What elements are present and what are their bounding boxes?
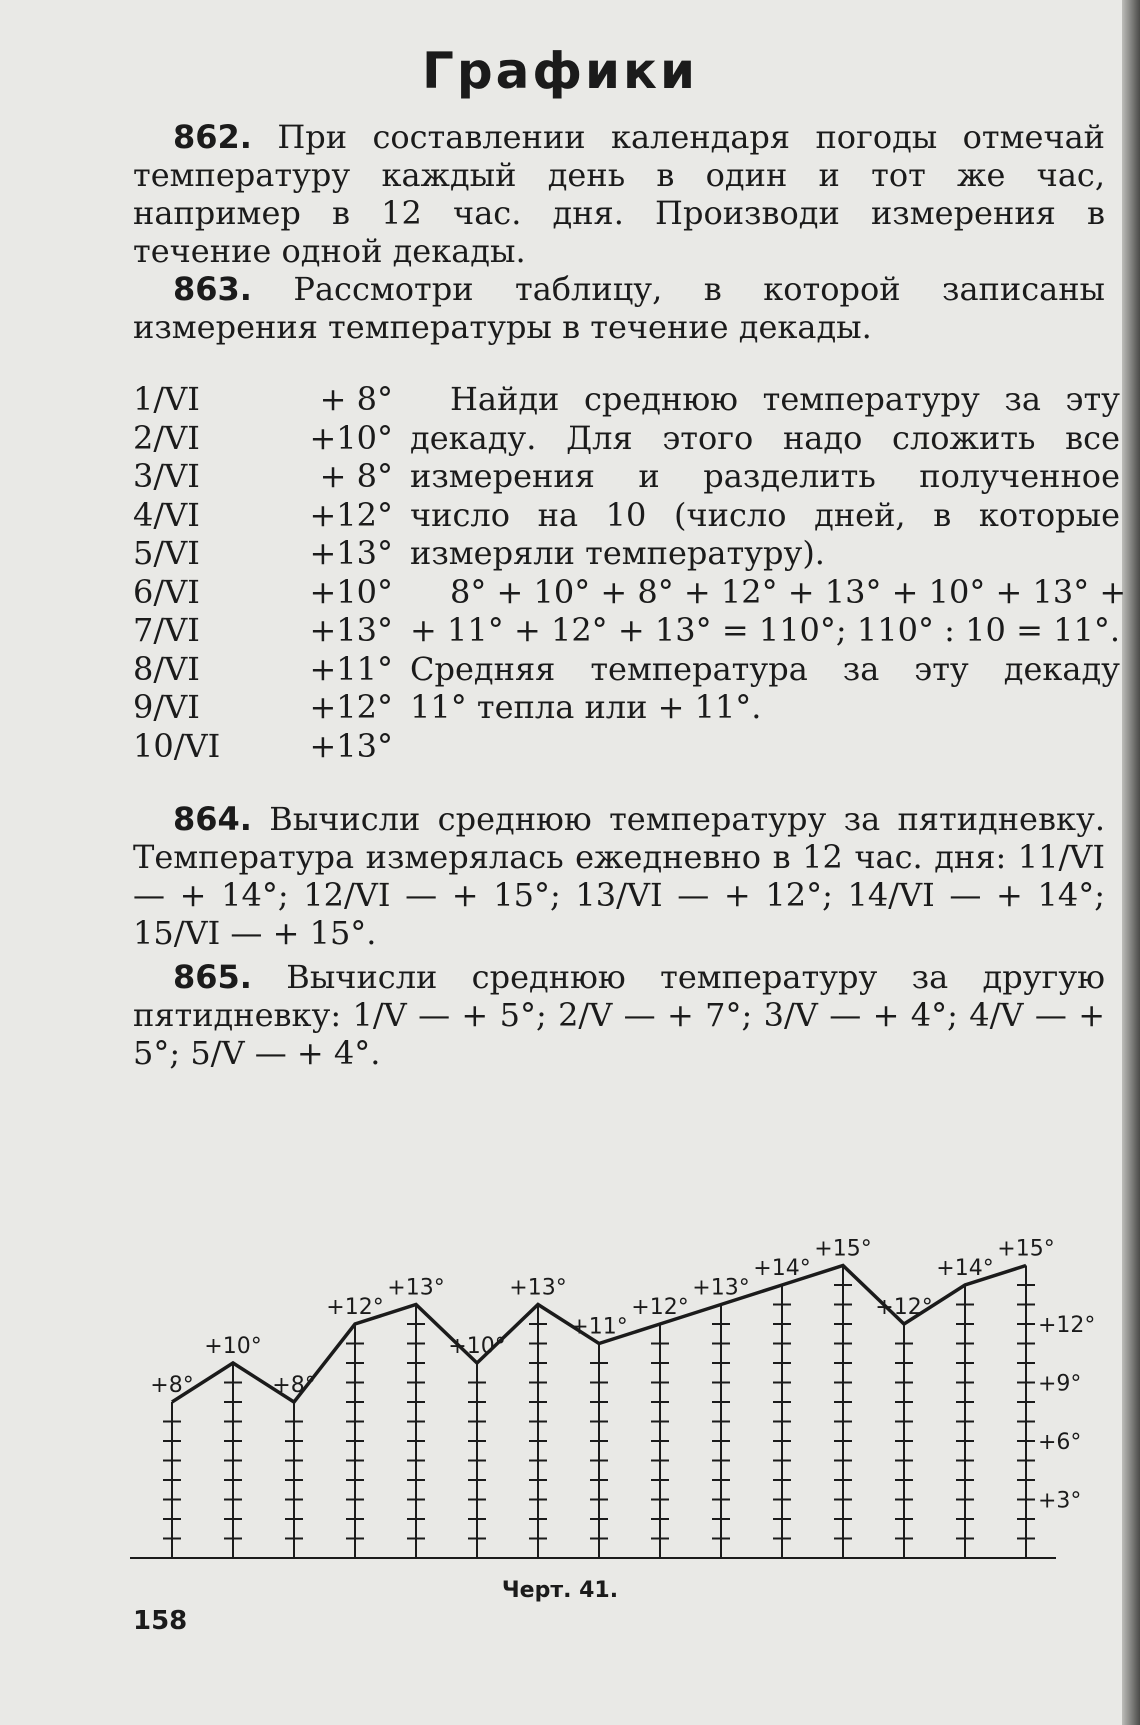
table-row <box>133 611 393 650</box>
point-label: +11° <box>570 1314 628 1340</box>
point-label: +8° <box>150 1373 194 1398</box>
temp-cell: +13° <box>309 534 393 572</box>
point-label: +12° <box>631 1295 689 1320</box>
page-number: 158 <box>133 1606 188 1636</box>
problem-number: 865. <box>173 958 252 996</box>
temp-cell: + 8° <box>319 380 393 418</box>
problem-text: Вычисли среднюю температуру за пятидневку. Температура измерялась ежедневно в 12 час. дня: 11/VI — + 14°; 12/VI — + 15°; 13/VI — + 12°; 14/VI — + 14°; 15/VI — + 15°. <box>133 800 1105 952</box>
axis-label: +3° <box>1038 1488 1082 1514</box>
date-cell: 9/VI <box>133 688 200 726</box>
temp-cell: +10° <box>309 418 393 457</box>
solution-line: 8° + 10° + 8° + 12° + 13° + 10° + 13° + <box>450 572 1127 611</box>
axis-label: +6° <box>1038 1430 1082 1455</box>
point-label: +8° <box>272 1373 316 1398</box>
point-label: +12° <box>875 1295 933 1320</box>
point-label: +13° <box>387 1275 445 1301</box>
table-row <box>133 496 393 535</box>
table-row <box>133 650 393 689</box>
problem-number: 864. <box>173 800 252 838</box>
date-cell: 3/VI <box>133 457 200 495</box>
problem-text: При составлении календаря погоды отмечай температуру каждый день в один и тот же час, например в 12 час. дня. Производи измерения в течение одной декады. <box>133 118 1106 270</box>
point-label: +15° <box>814 1236 872 1262</box>
solution-line: Найди среднюю температуру за эту <box>450 380 1120 418</box>
date-cell: 6/VI <box>133 572 200 611</box>
date-cell: 1/VI <box>133 380 200 418</box>
temp-cell: + 8° <box>319 457 393 495</box>
problem-text: Вычисли среднюю температуру за другую пятидневку: 1/V — + 5°; 2/V — + 7°; 3/V — + 4°; 4/V — + 5°; 5/V — + 4°. <box>133 958 1106 1072</box>
date-cell: 4/VI <box>133 495 200 534</box>
date-cell: 5/VI <box>133 534 200 572</box>
temp-cell: +10° <box>309 572 393 611</box>
solution-line: 11° тепла или + 11°. <box>410 688 762 726</box>
date-cell: 8/VI <box>133 649 200 688</box>
solution-line: число на 10 (число дней, в которые <box>410 495 1120 534</box>
table-row <box>133 534 393 573</box>
point-label: +10° <box>204 1334 262 1359</box>
problem-number: 862. <box>173 118 252 156</box>
problem-862 <box>133 118 1105 270</box>
solution-line: декаду. Для этого надо сложить все <box>410 418 1120 457</box>
solution-line: измерения и разделить полученное <box>410 457 1120 495</box>
axis-label: +12° <box>1038 1313 1096 1338</box>
point-label: +13° <box>509 1275 567 1301</box>
solution-line: Средняя температура за эту декаду <box>410 649 1120 688</box>
point-label: +15° <box>997 1236 1055 1262</box>
temp-cell: +11° <box>309 649 393 688</box>
solution-line: измеряли температуру). <box>410 534 825 572</box>
table-row <box>133 457 393 496</box>
temperature-table <box>133 380 393 765</box>
temp-cell: +12° <box>309 495 393 534</box>
solution-text <box>410 380 1127 727</box>
problem-text: Рассмотри таблицу, в которой записаны измерения температуры в течение декады. <box>133 270 1106 346</box>
point-label: +10° <box>448 1334 506 1359</box>
date-cell: 7/VI <box>133 611 200 649</box>
figure-caption: Черт. 41. <box>501 1578 619 1603</box>
temperature-graph <box>120 1050 1110 1580</box>
table-row <box>133 688 393 727</box>
table-row <box>133 419 393 458</box>
page-edge <box>1122 0 1140 1725</box>
date-cell: 10/VI <box>133 726 221 765</box>
page-title: Графики <box>421 42 698 100</box>
point-label: +14° <box>936 1256 994 1281</box>
point-label: +14° <box>753 1256 811 1281</box>
problem-864 <box>133 800 1105 952</box>
temp-cell: +12° <box>309 688 393 726</box>
solution-line: + 11° + 12° + 13° = 110°; 110° : 10 = 11°. <box>410 611 1120 649</box>
date-cell: 2/VI <box>133 418 200 457</box>
table-row <box>133 573 393 612</box>
table-row <box>133 727 393 766</box>
table-row <box>133 380 393 419</box>
point-label: +12° <box>326 1295 384 1320</box>
temp-cell: +13° <box>309 611 393 649</box>
problem-number: 863. <box>173 270 252 308</box>
point-label: +13° <box>692 1275 750 1301</box>
axis-label: +9° <box>1038 1371 1082 1397</box>
problem-863 <box>133 270 1105 346</box>
temp-cell: +13° <box>309 726 393 765</box>
